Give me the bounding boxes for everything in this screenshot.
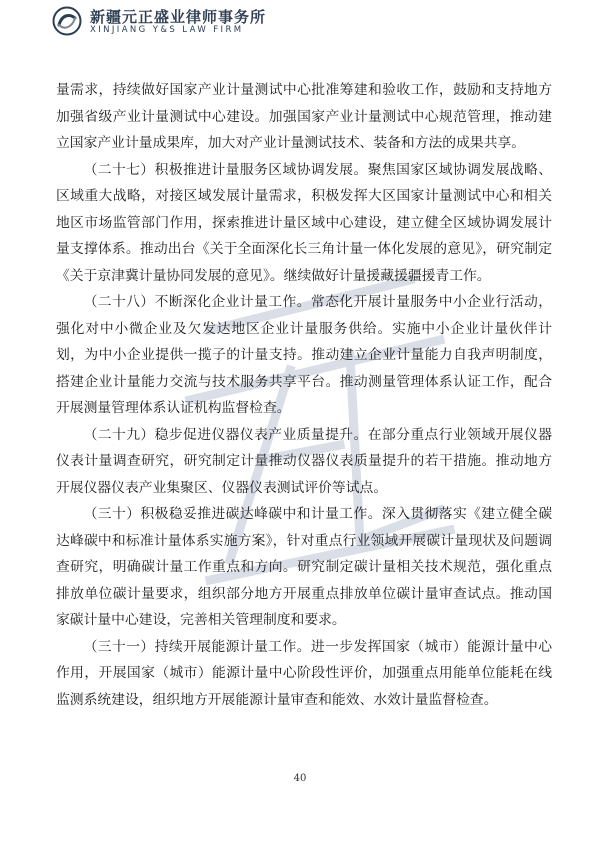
firm-name-en: XINJIANG Y&S LAW FIRM xyxy=(90,25,244,35)
firm-name-cn: 新疆元正盛业律师事务所 xyxy=(90,8,267,26)
page-header xyxy=(0,0,600,50)
paragraph: （三十）积极稳妥推进碳达峰碳中和计量工作。深入贯彻落实《建立健全碳达峰碳中和标准计量体系实施方案》，针对重点行业领域开展碳计量现状及问题调查研究，明确碳计量工作重点和方向。研究制定碳计量相关技术规范，强化重点排放单位碳计量要求，组织部分地方开展重点排放单位碳计量审查试点。推动国家碳计量中心建设，完善相关管理制度和要求。 xyxy=(56,506,552,628)
paragraph: 量需求，持续做好国家产业计量测试中心批准筹建和验收工作，鼓励和支持地方加强省级产业计量测试中心建设。加强国家产业计量测试中心规范管理，推动建立国家产业计量成果库，加大对产业计量测试技术、装备和方法的成果共享。 xyxy=(56,82,552,151)
page-number: 40 xyxy=(293,773,307,784)
paragraph: （三十一）持续开展能源计量工作。进一步发挥国家（城市）能源计量中心作用，开展国家（城市）能源计量中心阶段性评价，加强重点用能单位能耗在线监测系统建设，组织地方开展能源计量审查和能效、水效计量监督检查。 xyxy=(56,638,552,708)
paragraph: （二十七）积极推进计量服务区域协调发展。聚焦国家区域协调发展战略、区域重大战略，对接区域发展计量需求，积极发挥大区国家计量测试中心和相关地区市场监管部门作用，探索推进计量区域中心建设，建立健全区域协调发展计量支撑体系。推动出台《关于全面深化长三角计量一体化发展的意见》，研究制定《关于京津冀计量协同发展的意见》。继续做好计量援藏援疆援青工作。 xyxy=(56,161,552,284)
firm-logo-icon xyxy=(52,6,82,36)
document-body xyxy=(56,77,552,713)
paragraph: （二十八）不断深化企业计量工作。常态化开展计量服务中小企业行活动，强化对中小微企业及欠发达地区企业计量服务供给。实施中小企业计量伙伴计划，为中小企业提供一揽子的计量支持。推动建立企业计量能力自我声明制度，搭建企业计量能力交流与技术服务共享平台。推动测量管理体系认证工作，配合开展测量管理体系认证机构监督检查。 xyxy=(56,294,552,416)
paragraph: （二十九）稳步促进仪器仪表产业质量提升。在部分重点行业领域开展仪器仪表计量调查研究，研究制定计量推动仪器仪表质量提升的若干措施。推动地方开展仪器仪表产业集聚区、仪器仪表测试评价等试点。 xyxy=(56,426,552,496)
